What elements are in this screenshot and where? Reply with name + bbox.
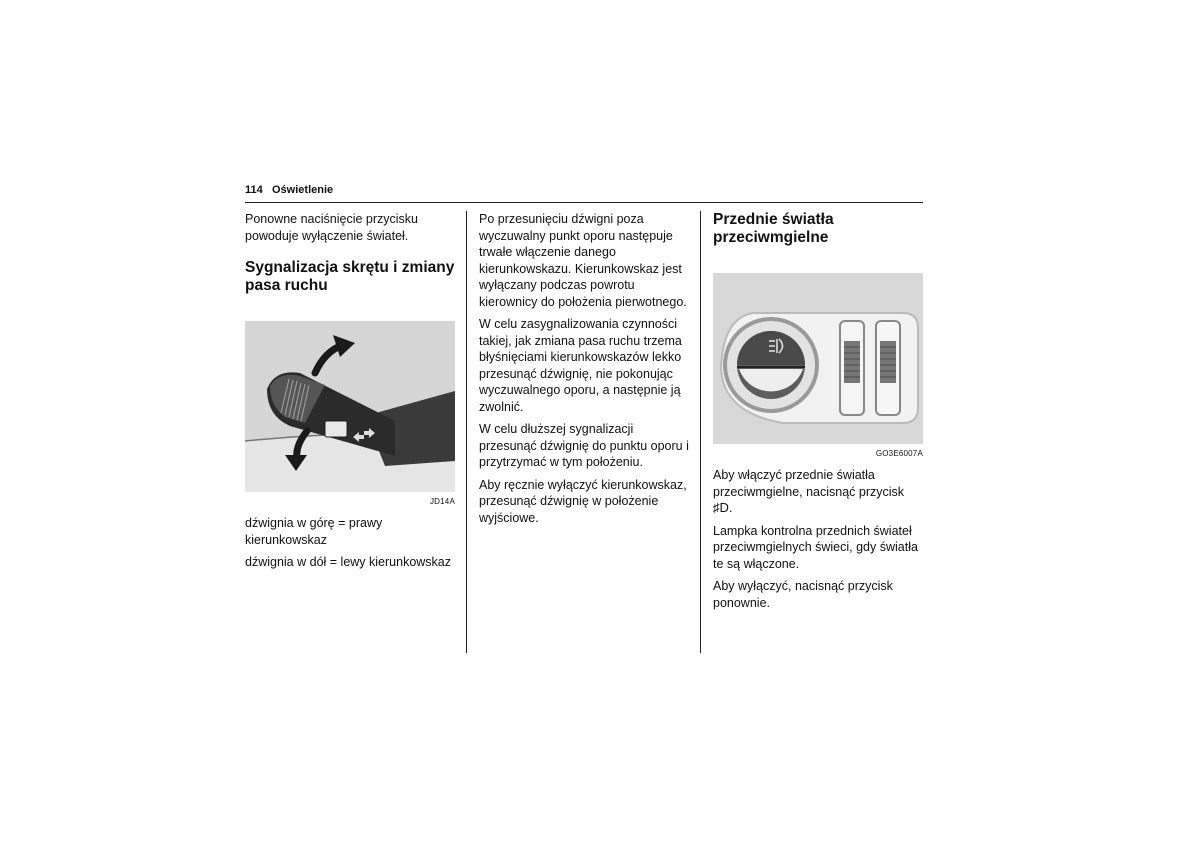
intro-paragraph: Ponowne naciśnięcie przycisku powoduje wyłączenie świateł. — [245, 212, 419, 243]
turn-signal-figure — [245, 321, 455, 492]
fog-light-symbol: ♯D. — [713, 500, 733, 515]
paragraph-text: Aby włączyć przednie światła przeciwmgielne, nacisnąć przycisk — [713, 468, 905, 499]
turn-signal-lever-illustration — [245, 321, 455, 492]
paragraph: Aby wyłączyć, nacisnąć przycisk ponownie. — [713, 579, 893, 610]
paragraph: Lampka kontrolna przednich świateł przeciwmgielnych świeci, gdy światła te są włączone. — [713, 523, 918, 571]
figure-caption: JD14A — [429, 497, 455, 506]
figure-caption: GO3E6007A — [875, 449, 923, 458]
paragraph: W celu zasygnalizowania czynności takiej, jak zmiana pasa ruchu trzema błyśnięciami kierunkowskazów lekko przesunąć dźwignię, nie pokonując wyczuwalnego oporu, a następnie ją zwolnić. — [479, 317, 682, 414]
section-title: Oświetlenie — [272, 184, 334, 196]
column-2 — [479, 211, 691, 532]
page-number: 114 — [245, 184, 263, 196]
paragraph: W celu dłuższej sygnalizacji przesunąć dźwignię do punktu oporu i przytrzymać w tym położeniu. — [479, 422, 689, 469]
column-3 — [713, 211, 923, 617]
fog-lights-heading: Przednie światła przeciwmgielne — [713, 211, 834, 246]
column-1 — [245, 211, 455, 577]
paragraph — [713, 467, 923, 517]
paragraph: Aby ręcznie wyłączyć kierunkowskaz, przesunąć dźwignię w położenie wyjściowe. — [479, 477, 687, 525]
lever-up-item: dźwignia w górę = prawy kierunkowskaz — [245, 516, 383, 547]
column-divider — [466, 211, 467, 653]
turn-signal-heading: Sygnalizacja skrętu i zmiany pasa ruchu — [245, 259, 455, 294]
page-header — [245, 184, 923, 203]
column-divider — [700, 211, 701, 653]
light-switch-illustration — [713, 273, 923, 444]
lever-down-item: dźwignia w dół = lewy kierunkowskaz — [245, 555, 451, 569]
fog-light-figure — [713, 273, 923, 444]
paragraph: Po przesunięciu dźwigni poza wyczuwalny punkt oporu następuje trwałe włączenie danego kierunkowskazu. Kierunkowskaz jest wyłączany podczas powrotu kierownicy do położenia pierwotnego. — [479, 212, 687, 309]
